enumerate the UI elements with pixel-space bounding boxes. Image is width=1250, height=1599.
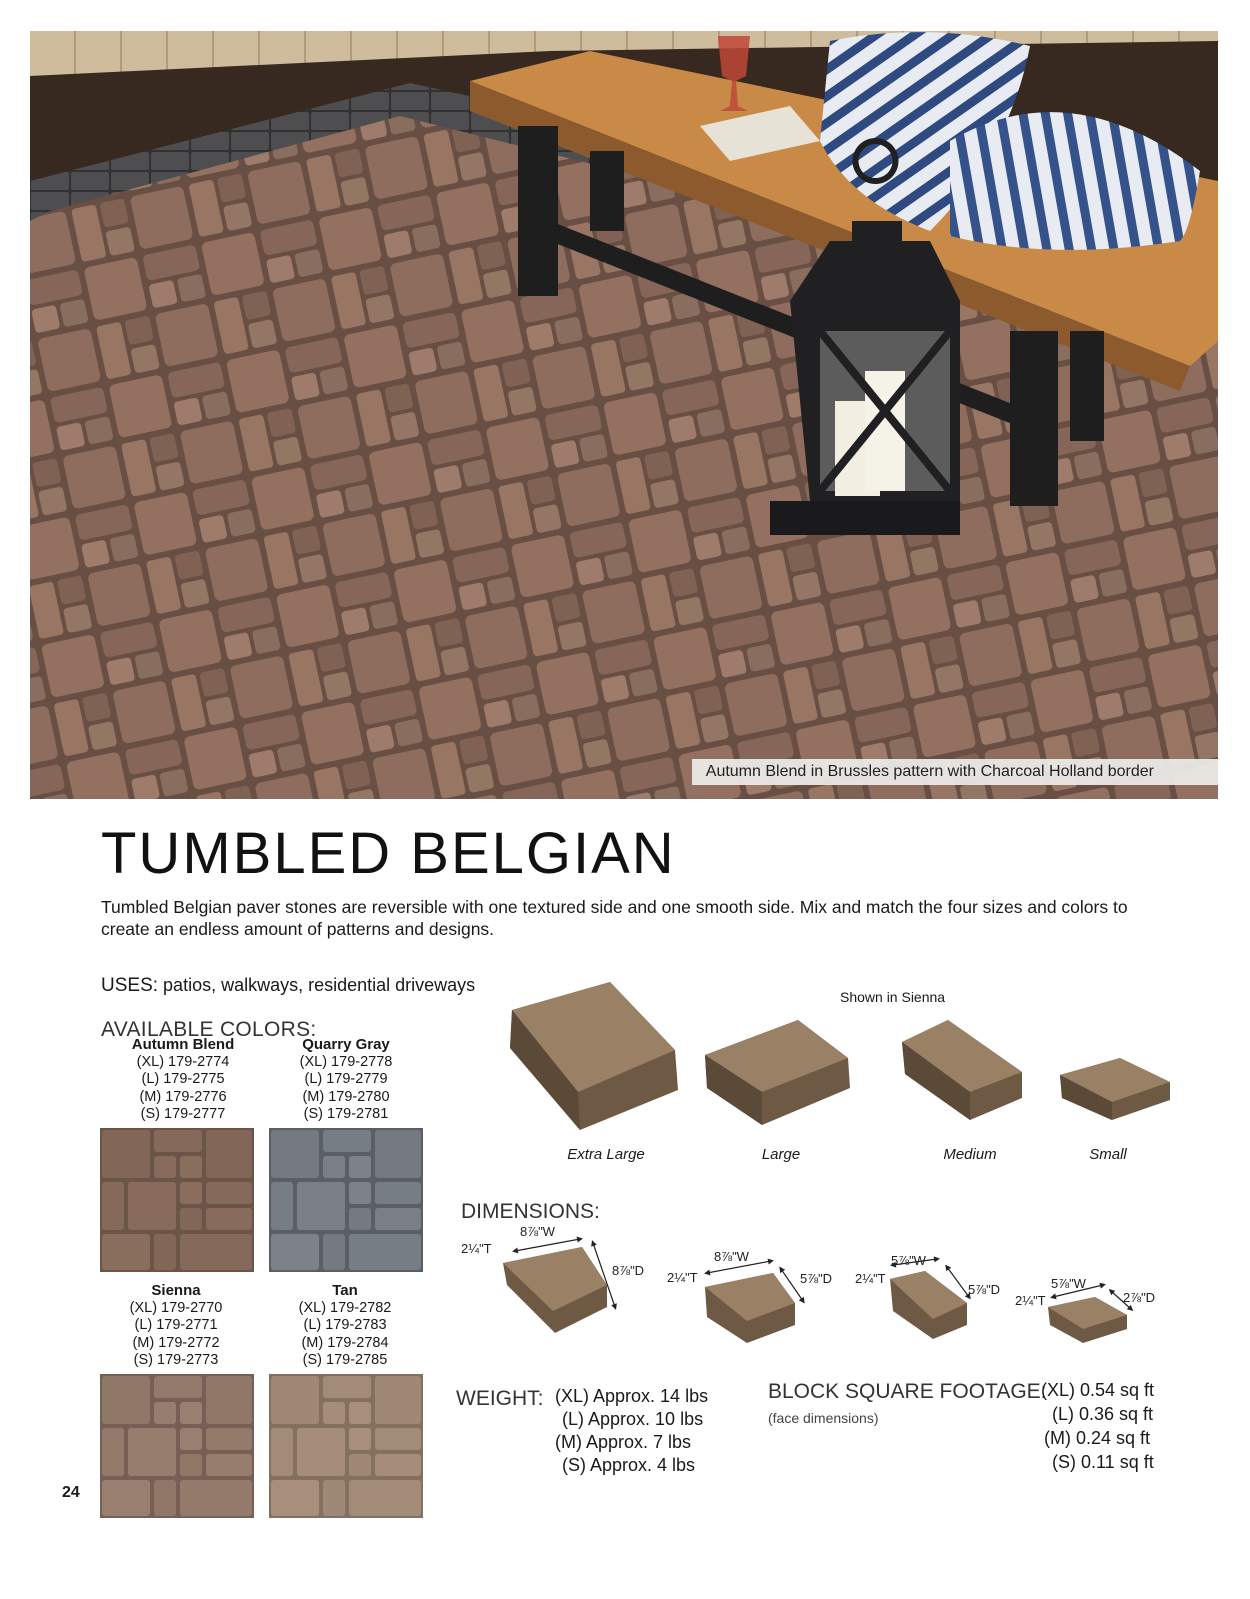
dim-depth-xl: 8⅞"D bbox=[612, 1263, 645, 1278]
paver-tile bbox=[349, 1454, 371, 1476]
paver-tile bbox=[180, 1480, 252, 1516]
paver-tile bbox=[154, 1234, 176, 1270]
color-code: (L) 179-2779 bbox=[304, 1071, 388, 1087]
block-large bbox=[705, 1020, 850, 1125]
color-code: (S) 179-2773 bbox=[133, 1352, 219, 1368]
paver-tile bbox=[271, 1480, 319, 1516]
paver-tile bbox=[180, 1234, 252, 1270]
color-info-autumn-blend bbox=[103, 1036, 263, 1124]
paver-tile bbox=[323, 1480, 345, 1516]
paver-tile bbox=[206, 1182, 252, 1204]
color-code: (M) 179-2772 bbox=[132, 1334, 220, 1351]
page-number: 24 bbox=[62, 1484, 80, 1501]
color-code: (L) 179-2775 bbox=[141, 1071, 225, 1087]
swatch-pattern bbox=[269, 1374, 423, 1518]
hero-caption: Autumn Blend in Brussles pattern with Charcoal Holland border bbox=[692, 759, 1218, 785]
paver-tile bbox=[206, 1454, 252, 1476]
dim-width-m: 5⅞"W bbox=[891, 1253, 926, 1268]
paver-tile bbox=[180, 1156, 202, 1178]
sqft-row-s: (S) 0.11 sq ft bbox=[1052, 1452, 1154, 1472]
color-code: (XL) 179-2774 bbox=[136, 1053, 230, 1070]
dim-thickness-m: 2¼"T bbox=[855, 1271, 886, 1286]
paver-tile bbox=[102, 1480, 150, 1516]
paver-tile bbox=[206, 1208, 252, 1230]
uses-line bbox=[101, 975, 475, 997]
paver-tile bbox=[271, 1234, 319, 1270]
dimension-diagram-l bbox=[705, 1261, 803, 1343]
swatch-quarry-gray bbox=[269, 1128, 423, 1272]
paver-tile bbox=[102, 1130, 150, 1178]
paver-tile bbox=[271, 1428, 293, 1476]
paver-tile bbox=[154, 1402, 176, 1424]
color-code: (XL) 179-2778 bbox=[299, 1053, 393, 1070]
color-code: (M) 179-2784 bbox=[301, 1334, 389, 1351]
dimensions-heading: DIMENSIONS: bbox=[461, 1200, 600, 1223]
block-extra-large bbox=[510, 982, 678, 1130]
paver-tile bbox=[102, 1182, 124, 1230]
paver-tile bbox=[128, 1182, 176, 1230]
color-code: (S) 179-2785 bbox=[302, 1352, 388, 1368]
paver-tile bbox=[375, 1428, 421, 1450]
paver-tile bbox=[102, 1376, 150, 1424]
paver-tile bbox=[375, 1130, 421, 1178]
block-sizes-illustration bbox=[500, 980, 1200, 1135]
weight-heading: WEIGHT: bbox=[456, 1387, 544, 1410]
block-small bbox=[1060, 1058, 1170, 1120]
color-code: (M) 179-2776 bbox=[139, 1088, 227, 1105]
paver-tile bbox=[206, 1130, 252, 1178]
sqft-row-m: (M) 0.24 sq ft bbox=[1044, 1428, 1151, 1448]
swatch-pattern bbox=[100, 1128, 254, 1272]
paver-tile bbox=[102, 1234, 150, 1270]
block-medium bbox=[902, 1020, 1022, 1120]
size-label-medium: Medium bbox=[943, 1146, 997, 1163]
dim-depth-m: 5⅞"D bbox=[968, 1282, 1001, 1297]
paver-tile bbox=[180, 1182, 202, 1204]
dim-depth-l: 5⅞"D bbox=[800, 1271, 833, 1286]
paver-tile bbox=[154, 1376, 202, 1398]
paver-tile bbox=[180, 1428, 202, 1450]
uses-value: patios, walkways, residential driveways bbox=[163, 975, 476, 995]
dim-thickness-s: 2¼"T bbox=[1015, 1293, 1046, 1308]
color-name: Tan bbox=[332, 1282, 358, 1299]
weight-row-s: (S) Approx. 4 lbs bbox=[562, 1455, 696, 1475]
paver-tile bbox=[375, 1208, 421, 1230]
dim-depth-s: 2⅞"D bbox=[1123, 1290, 1156, 1305]
color-code: (M) 179-2780 bbox=[302, 1088, 390, 1105]
dim-width-l: 8⅞"W bbox=[714, 1249, 749, 1264]
paver-tile bbox=[349, 1156, 371, 1178]
color-code: (XL) 179-2782 bbox=[298, 1299, 392, 1316]
paver-tile bbox=[271, 1130, 319, 1178]
size-label-small: Small bbox=[1089, 1146, 1127, 1163]
paver-tile bbox=[375, 1182, 421, 1204]
paver-tile bbox=[349, 1234, 421, 1270]
weight-row-xl: (XL) Approx. 14 lbs bbox=[555, 1386, 709, 1406]
color-name: Autumn Blend bbox=[131, 1036, 235, 1053]
hero-photo bbox=[30, 31, 1218, 799]
color-code: (L) 179-2783 bbox=[303, 1317, 387, 1333]
swatch-tan bbox=[269, 1374, 423, 1518]
paver-tile bbox=[271, 1376, 319, 1424]
swatch-pattern bbox=[269, 1128, 423, 1272]
shown-in-note: Shown in Sienna bbox=[840, 989, 946, 1005]
dimension-diagram-m bbox=[890, 1259, 969, 1339]
paver-tile bbox=[323, 1130, 371, 1152]
square-footage-heading: BLOCK SQUARE FOOTAGE: bbox=[768, 1380, 1047, 1403]
paver-tile bbox=[349, 1182, 371, 1204]
color-code: (S) 179-2781 bbox=[303, 1106, 389, 1122]
swatch-autumn-blend bbox=[100, 1128, 254, 1272]
square-footage-note: (face dimensions) bbox=[768, 1410, 879, 1426]
color-code: (S) 179-2777 bbox=[140, 1106, 226, 1122]
dim-width-xl: 8⅞"W bbox=[520, 1224, 555, 1239]
paver-tile bbox=[323, 1234, 345, 1270]
dimension-diagram-xl bbox=[503, 1239, 615, 1333]
dim-thickness-l: 2¼"T bbox=[667, 1270, 698, 1285]
sqft-row-xl: (XL) 0.54 sq ft bbox=[1041, 1380, 1155, 1400]
uses-label: USES: bbox=[101, 975, 159, 996]
paver-tile bbox=[102, 1428, 124, 1476]
intro-paragraph: Tumbled Belgian paver stones are reversible with one textured side and one smooth side. Mix and match the four sizes and colors to create an endless amount of patterns and designs. bbox=[101, 897, 1128, 939]
paver-tile bbox=[375, 1454, 421, 1476]
paver-tile bbox=[180, 1402, 202, 1424]
swatch-pattern bbox=[100, 1374, 254, 1518]
paver-tile bbox=[154, 1480, 176, 1516]
weight-row-m: (M) Approx. 7 lbs bbox=[555, 1432, 692, 1452]
size-label-extra-large: Extra Large bbox=[567, 1146, 645, 1163]
paver-tile bbox=[375, 1376, 421, 1424]
dim-thickness-xl: 2¼"T bbox=[461, 1241, 492, 1256]
paver-tile bbox=[349, 1402, 371, 1424]
paver-tile bbox=[349, 1428, 371, 1450]
sqft-row-l: (L) 0.36 sq ft bbox=[1052, 1404, 1154, 1424]
dim-width-s: 5⅞"W bbox=[1051, 1276, 1086, 1291]
color-code: (L) 179-2771 bbox=[134, 1317, 218, 1333]
paver-tile bbox=[297, 1428, 345, 1476]
size-label-large: Large bbox=[761, 1146, 801, 1163]
paver-tile bbox=[323, 1376, 371, 1398]
color-name: Sienna bbox=[151, 1282, 201, 1299]
dimension-diagram-s bbox=[1048, 1285, 1131, 1343]
page-title: TUMBLED BELGIAN bbox=[101, 821, 676, 886]
paver-tile bbox=[349, 1208, 371, 1230]
paver-tile bbox=[206, 1428, 252, 1450]
paver-tile bbox=[323, 1402, 345, 1424]
patio-illustration bbox=[30, 31, 1218, 799]
paver-tile bbox=[180, 1208, 202, 1230]
weight-row-l: (L) Approx. 10 lbs bbox=[562, 1409, 704, 1429]
paver-tile bbox=[349, 1480, 421, 1516]
color-code: (XL) 179-2770 bbox=[129, 1299, 223, 1316]
paver-tile bbox=[154, 1156, 176, 1178]
paver-tile bbox=[297, 1182, 345, 1230]
color-info-sienna bbox=[96, 1282, 256, 1370]
paver-tile bbox=[206, 1376, 252, 1424]
paver-tile bbox=[271, 1182, 293, 1230]
paver-tile bbox=[128, 1428, 176, 1476]
available-colors-heading: AVAILABLE COLORS: bbox=[101, 1018, 317, 1041]
paver-tile bbox=[323, 1156, 345, 1178]
swatch-sienna bbox=[100, 1374, 254, 1518]
color-info-quarry-gray bbox=[266, 1036, 426, 1124]
paver-tile bbox=[154, 1130, 202, 1152]
color-name: Quarry Gray bbox=[302, 1036, 390, 1053]
paver-tile bbox=[180, 1454, 202, 1476]
color-info-tan bbox=[265, 1282, 425, 1370]
